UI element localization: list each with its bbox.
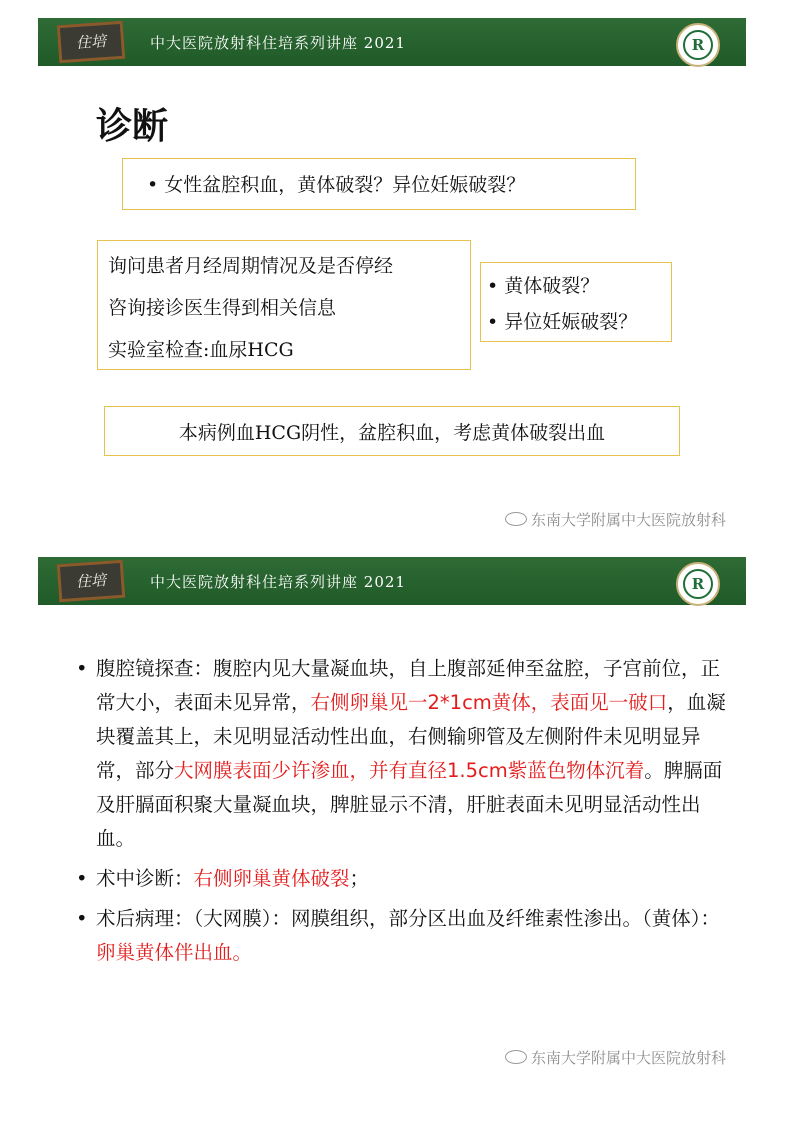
slide-1	[38, 18, 746, 533]
highlight-text: 右侧卵巢见一2*1cm黄体，表面见一破口	[310, 691, 668, 714]
header-banner	[38, 557, 746, 605]
watermark: 东南大学附属中大医院放射科	[505, 1047, 726, 1068]
hospital-logo: R	[676, 23, 720, 67]
list-item: • 术中诊断：右侧卵巢黄体破裂；	[76, 867, 370, 890]
hospital-logo: R	[676, 562, 720, 606]
question-box	[122, 158, 636, 210]
wechat-icon	[505, 1050, 527, 1064]
findings-list	[76, 652, 726, 976]
options-box	[480, 262, 672, 342]
highlight-text: 大网膜表面少许渗血，并有直径1.5cm紫蓝色物体沉着	[174, 759, 645, 782]
highlight-text: 右侧卵巢黄体破裂	[193, 867, 350, 890]
banner-title: 中大医院放射科住培系列讲座 2021	[150, 573, 406, 591]
highlight-text: 卵巢黄体伴出血。	[96, 941, 253, 964]
option-item: • 异位妊娠破裂？	[487, 311, 638, 333]
chalkboard-badge: 住培	[57, 21, 125, 64]
bullet: •	[147, 174, 159, 196]
slide-heading: 诊断	[96, 106, 169, 147]
conclusion-text: 本病例血HCG阴性，盆腔积血，考虑黄体破裂出血	[178, 422, 606, 444]
list-item: • 腹腔镜探查：腹腔内见大量凝血块，自上腹部延伸至盆腔，子宫前位，正常大小，表面未见异常，右侧卵巢见一2*1cm黄体，表面见一破口，血凝块覆盖其上，未见明显活动性出血，右侧输卵管及左侧附件未见明显异常，部分大网膜表面少许渗血，并有直径1.5cm紫蓝色物体沉着。脾膈面及肝膈面积聚大量凝血块，脾脏显示不清，肝脏表面未见明显活动性出血。	[76, 657, 726, 850]
wechat-icon	[505, 512, 527, 526]
steps-box	[97, 240, 471, 370]
header-banner	[38, 18, 746, 66]
conclusion-box	[104, 406, 680, 456]
list-item: • 术后病理：（大网膜）：网膜组织，部分区出血及纤维素性渗出。（黄体）：卵巢黄体伴出血。	[76, 907, 721, 964]
chalkboard-badge: 住培	[57, 560, 125, 603]
question-text: 女性盆腔积血，黄体破裂？异位妊娠破裂？	[164, 174, 526, 196]
watermark: 东南大学附属中大医院放射科	[505, 509, 726, 530]
banner-title: 中大医院放射科住培系列讲座 2021	[150, 34, 406, 52]
slide-2	[38, 557, 746, 1077]
step-item: 询问患者月经周期情况及是否停经	[108, 255, 394, 277]
step-item: 实验室检查:血尿HCG	[108, 339, 294, 361]
option-item: • 黄体破裂？	[487, 275, 600, 297]
step-item: 咨询接诊医生得到相关信息	[108, 297, 337, 319]
